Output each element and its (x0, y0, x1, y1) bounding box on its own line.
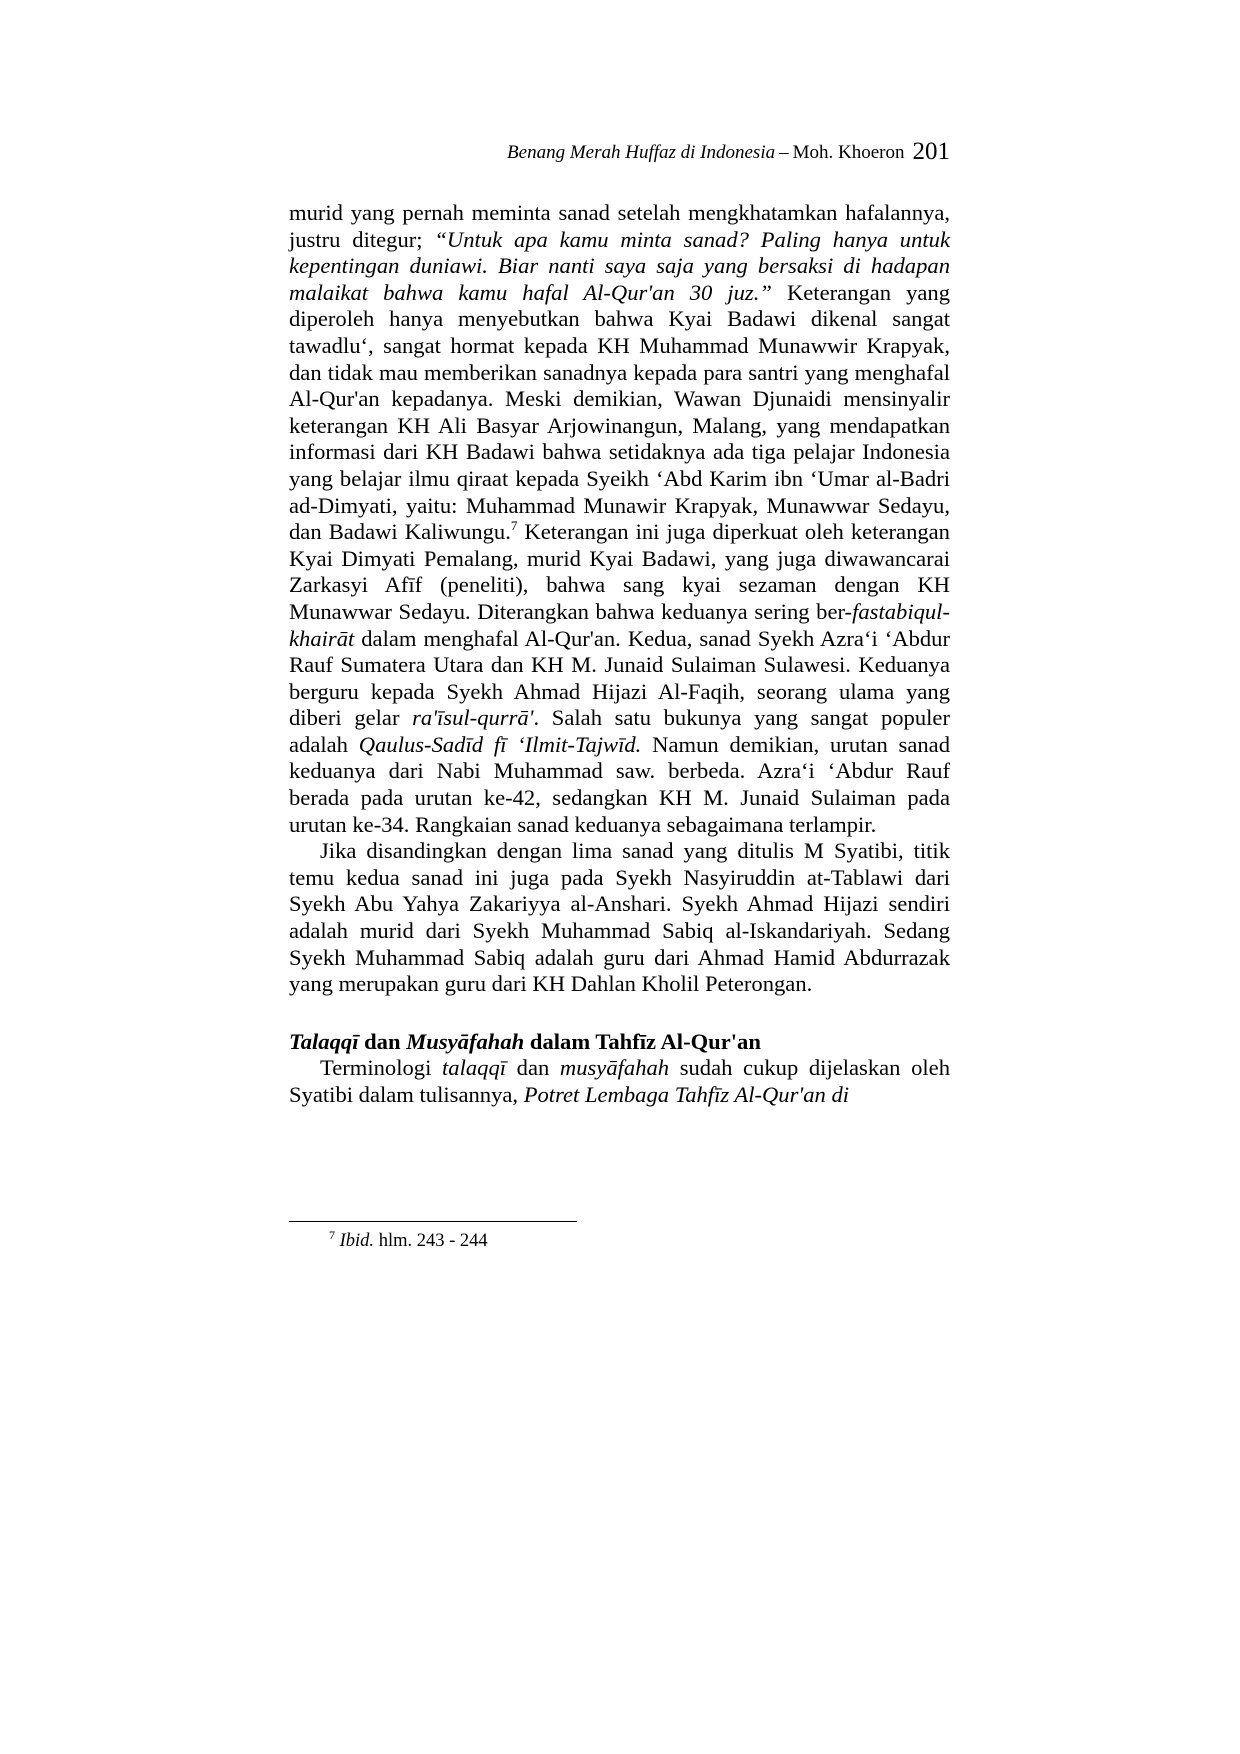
header-page-number: 201 (912, 138, 950, 165)
footnote (329, 1229, 488, 1253)
term-italic: musyāfahah (559, 1055, 670, 1081)
text-run: Terminologi (320, 1055, 442, 1081)
text-run: sudah cukup dijelaskan oleh Syatibi dalam tulisannya, (289, 1055, 950, 1107)
header-author: Moh. Khoeron (792, 142, 905, 163)
paragraph: Jika disandingkan dengan lima sanad yang ditulis M Syatibi, titik temu kedua sanad ini juga pada Syekh Nasyiruddin at-Tablawi dari Syekh Abu Yahya Zakariyya al-Anshari. Syekh Ahmad Hijazi sendiri adalah murid dari Syekh Muhammad Sabiq al-Iskandariyah. Sedang Syekh Muhammad Sabiq adalah guru dari Ahmad Hamid Abdurrazak yang merupakan guru dari KH Dahlan Kholil Peterongan. (289, 838, 950, 997)
section-heading (289, 1029, 950, 1056)
book-title-italic: Qaulus-Sadīd fī ‘Ilmit-Tajwīd. (358, 731, 642, 757)
quotation-italic: “Untuk apa kamu minta sanad? Paling hanya untuk kepentingan duniawi. Biar nanti saya saja yang bersaksi di hadapan malaikat bahwa kamu hafal Al-Qur'an 30 juz.” (289, 226, 950, 305)
term-italic: ra'īsul-qurrā' (412, 705, 534, 731)
footnote-reference[interactable]: 7 (510, 518, 518, 534)
heading-text: dalam Tahfīz Al-Qur'an (524, 1028, 761, 1054)
text-run: dalam menghafal Al-Qur'an. Kedua, sanad Syekh Azra‘i ‘Abdur Rauf Sumatera Utara dan KH M. Junaid Sulaiman Sulawesi. Keduanya berguru kepada Syekh Ahmad Hijazi Al-Faqih, seorang ulama yang diberi gelar (289, 625, 950, 731)
footnote-number: 7 (329, 1228, 335, 1242)
text-run: Keterangan ini juga diperkuat oleh keterangan Kyai Dimyati Pemalang, murid Kyai Badawi, yang juga diwawancarai Zarkasyi Afīf (peneliti), bahwa sang kyai sezaman dengan KH Munawwar Sedayu. Diterangkan bahwa keduanya sering ber- (289, 519, 950, 624)
term-italic: fastabiqul-khairāt (289, 598, 950, 651)
footnote-source: Ibid. (339, 1231, 375, 1251)
text-run: . Salah satu bukunya yang sangat populer adalah (289, 705, 950, 757)
book-title-italic: Potret Lembaga Tahfīz Al-Qur'an di (523, 1082, 850, 1107)
body-text (289, 200, 950, 1109)
heading-text: dan (358, 1028, 407, 1054)
paragraph (289, 1055, 950, 1108)
header-book-title: Benang Merah Huffaz di Indonesia (507, 142, 776, 163)
footnote-divider (289, 1221, 577, 1222)
heading-term: Musyāfahah (406, 1028, 525, 1054)
running-header (289, 138, 950, 167)
footnote-pages: hlm. 243 - 244 (374, 1231, 488, 1251)
text-run: dan (506, 1055, 560, 1081)
header-dash: – (779, 142, 789, 163)
text-run: murid yang pernah meminta sanad setelah mengkhatamkan hafalannya, justru ditegur; (289, 200, 950, 252)
heading-term: Talaqqī (289, 1028, 359, 1054)
term-italic: talaqqī (442, 1055, 507, 1081)
text-run: Keterangan yang diperoleh hanya menyebutkan bahwa Kyai Badawi dikenal sangat tawadlu‘, sangat hormat kepada KH Muhammad Munawwir Krapyak, dan tidak mau memberikan sanadnya kepada para santri yang menghafal Al-Qur'an kepadanya. Meski demikian, Wawan Djunaidi mensinyalir keterangan KH Ali Basyar Arjowinangun, Malang, yang mendapatkan informasi dari KH Badawi bahwa setidaknya ada tiga pelajar Indonesia yang belajar ilmu qiraat kepada Syeikh ‘Abd Karim ibn ‘Umar al-Badri ad-Dimyati, yaitu: Muhammad Munawir Krapyak, Munawwar Sedayu, dan Badawi Kaliwungu. (289, 279, 950, 545)
text-run: Namun demikian, urutan sanad keduanya dari Nabi Muhammad saw. berbeda. Azra‘i ‘Abdur Rauf berada pada urutan ke-42, sedangkan KH M. Junaid Sulaiman pada urutan ke-34. Rangkaian sanad keduanya sebagaimana terlampir. (289, 731, 950, 837)
paragraph-continued (289, 200, 950, 838)
